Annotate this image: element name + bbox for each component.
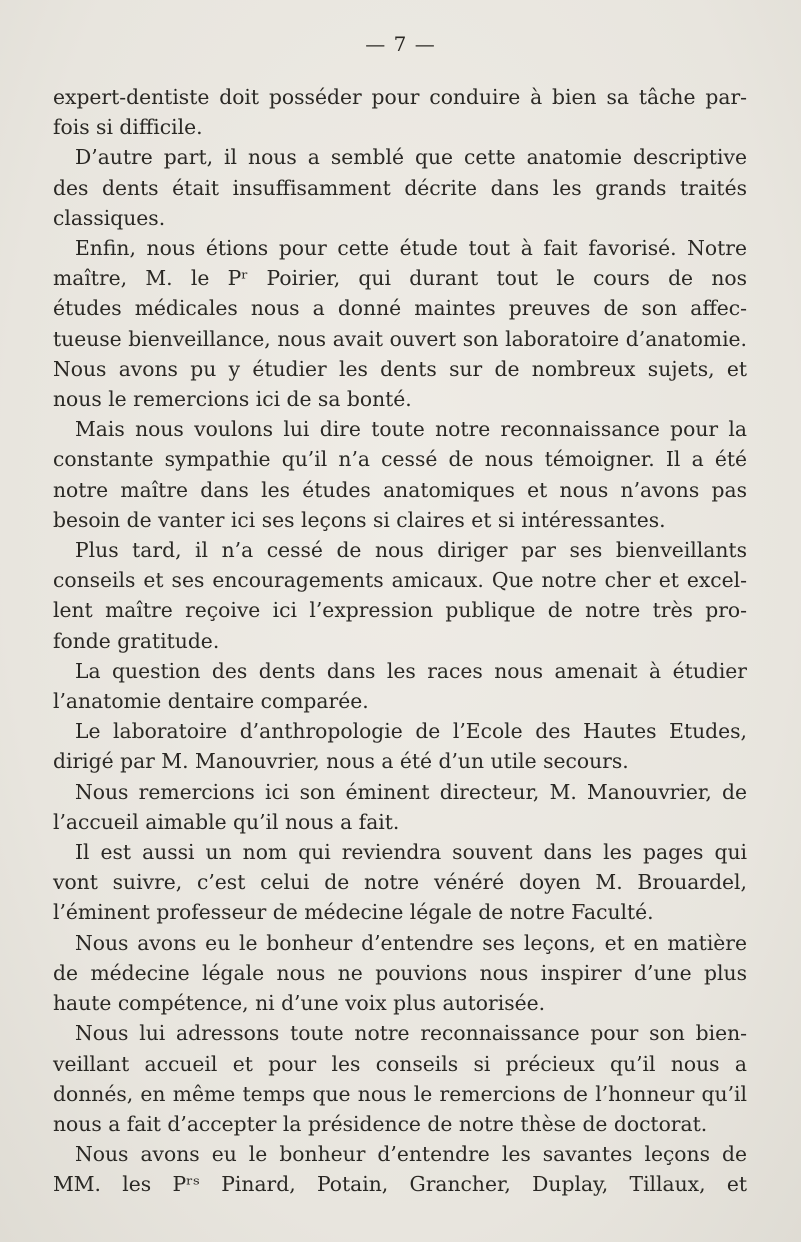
text-line: nous le remercions ici de sa bonté.: [53, 387, 412, 412]
text-line: l’accueil aimable qu’il nous a fait.: [53, 809, 400, 834]
text-line: constante sympathie qu’il n’a cessé de nous témoigner. Il a été: [53, 447, 747, 472]
text-line: veillant accueil et pour les conseils si précieux qu’il nous a: [53, 1051, 747, 1076]
text-line: Nous remercions ici son éminent directeur, M. Manouvrier, de: [75, 779, 747, 804]
text-line: fois si difficile.: [53, 115, 203, 140]
text-line: de médecine légale nous ne pouvions nous inspirer d’une plus: [53, 960, 747, 985]
text-line: études médicales nous a donné maintes preuves de son affec-: [53, 296, 747, 321]
text-line: fonde gratitude.: [53, 628, 220, 653]
text-line: notre maître dans les études anatomiques et nous n’avons pas: [53, 477, 747, 502]
text-line: dirigé par M. Manouvrier, nous a été d’un utile secours.: [53, 749, 629, 774]
text-line: La question des dents dans les races nous amenait à étudier: [75, 658, 747, 683]
text-line: Nous lui adressons toute notre reconnaissance pour son bien-: [75, 1021, 747, 1046]
text-line: conseils et ses encouragements amicaux. Que notre cher et excel-: [53, 568, 747, 593]
text-line: Mais nous voulons lui dire toute notre reconnaissance pour la: [75, 417, 747, 442]
text-line: classiques.: [53, 205, 166, 230]
text-line: donnés, en même temps que nous le remercions de l’honneur qu’il: [53, 1081, 747, 1106]
text-line: Il est aussi un nom qui reviendra souvent dans les pages qui: [75, 840, 747, 865]
text-line: lent maître reçoive ici l’expression publique de notre très pro-: [53, 598, 747, 623]
text-line: expert-dentiste doit posséder pour conduire à bien sa tâche par-: [53, 85, 747, 109]
text-line: Nous avons pu y étudier les dents sur de nombreux sujets, et: [53, 356, 747, 381]
text-line: Plus tard, il n’a cessé de nous diriger par ses bienveillants: [75, 538, 747, 563]
text-line: D’autre part, il nous a semblé que cette anatomie descriptive: [75, 145, 747, 170]
text-line: tueuse bienveillance, nous avait ouvert son laboratoire d’anatomie.: [53, 326, 747, 351]
text-line: vont suivre, c’est celui de notre vénéré doyen M. Brouardel,: [53, 870, 747, 895]
text-line: Enfin, nous étions pour cette étude tout à fait favorisé. Notre: [75, 236, 747, 261]
text-line: nous a fait d’accepter la présidence de notre thèse de doctorat.: [53, 1111, 708, 1136]
text-line: besoin de vanter ici ses leçons si claires et si intéressantes.: [53, 507, 666, 532]
text-line: maître, M. le Pʳ Poirier, qui durant tout le cours de nos: [53, 266, 747, 291]
text-line: l’anatomie dentaire comparée.: [53, 689, 369, 714]
text-line: MM. les Pʳˢ Pinard, Potain, Grancher, Duplay, Tillaux, et: [53, 1172, 747, 1197]
body-text: [53, 82, 747, 1200]
text-line: l’éminent professeur de médecine légale de notre Faculté.: [53, 900, 654, 925]
text-line: des dents était insuffisamment décrite dans les grands traités: [53, 175, 747, 200]
text-line: Le laboratoire d’anthropologie de l’Ecole des Hautes Etudes,: [75, 719, 747, 744]
text-line: Nous avons eu le bonheur d’entendre ses leçons, et en matière: [75, 930, 747, 955]
text-line: haute compétence, ni d’une voix plus autorisée.: [53, 991, 546, 1016]
page-number: — 7 —: [365, 32, 436, 56]
text-line: Nous avons eu le bonheur d’entendre les savantes leçons de: [75, 1142, 747, 1167]
